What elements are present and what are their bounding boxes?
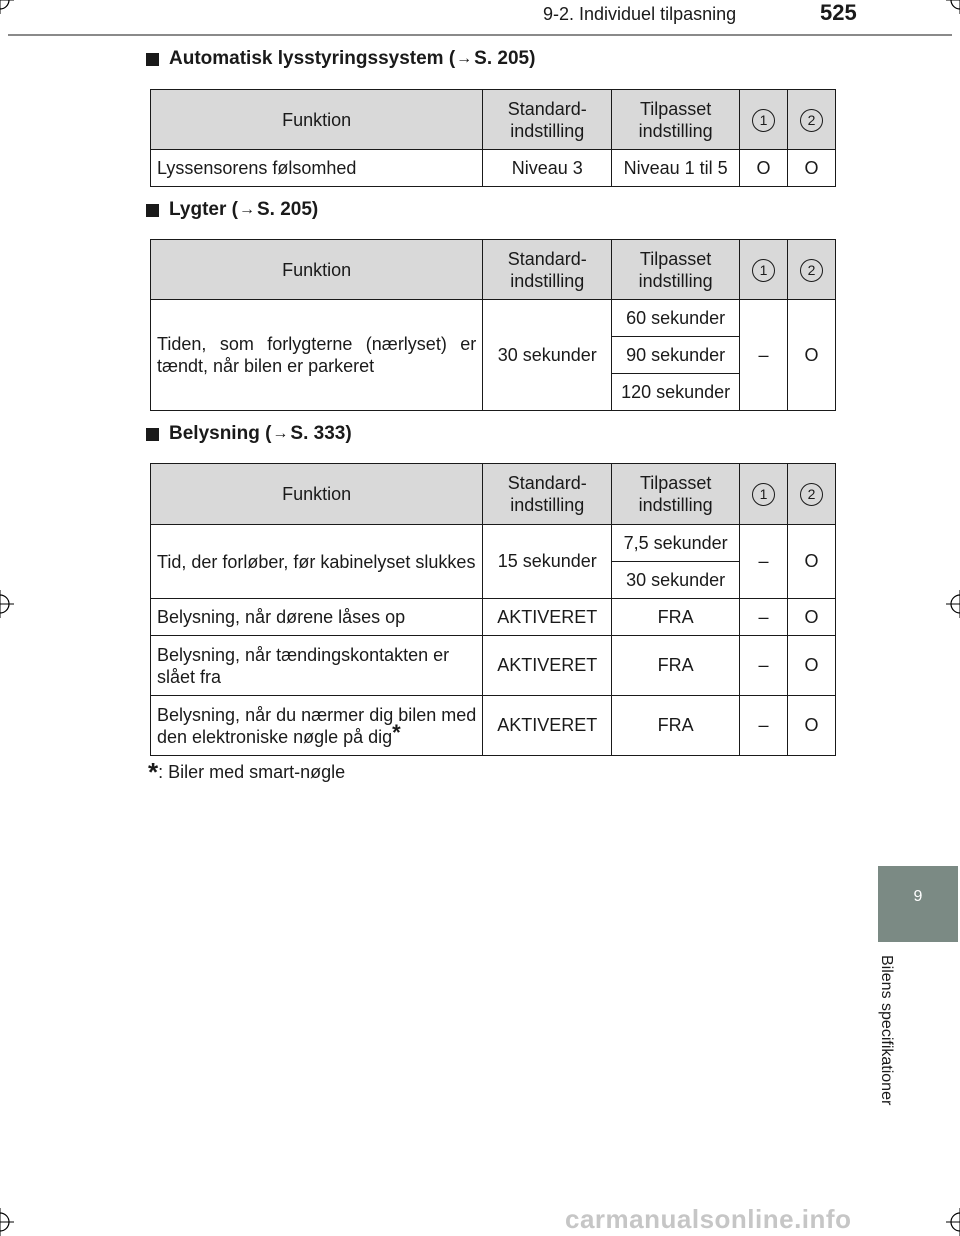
crop-mark-icon <box>946 1208 960 1236</box>
cell-standard: 30 sekunder <box>483 300 612 411</box>
cell-tilpasset: Niveau 1 til 5 <box>612 150 740 187</box>
page-reference-link[interactable]: S. 205) <box>256 199 319 220</box>
cell-standard: AKTIVERET <box>483 599 612 636</box>
cell-col2: O <box>788 636 836 696</box>
chapter-label <box>875 955 915 1135</box>
section-title-headlights <box>146 199 318 221</box>
cell-standard: AKTIVERET <box>483 696 612 756</box>
page-number: 525 <box>820 0 857 25</box>
cell-funktion: Lyssensorens følsomhed <box>151 150 483 187</box>
settings-table-headlights <box>150 239 836 411</box>
page-reference-link[interactable]: S. 205) <box>474 48 536 69</box>
cell-funktion: Belysning, når dørene låses op <box>151 599 483 636</box>
col-header-funktion: Funktion <box>151 240 483 300</box>
arrow-right-icon: → <box>456 50 473 67</box>
col-header-standard: Standard- indstilling <box>483 240 612 300</box>
crop-mark-icon <box>0 0 14 14</box>
cell-col2: O <box>788 300 836 411</box>
cell-tilpasset-option: 7,5 sekunder <box>612 525 740 562</box>
cell-funktion: Belysning, når tændingskontakten er slået fra <box>151 636 483 696</box>
cell-funktion-text: Belysning, når du nærmer dig bilen med den elektroniske nøgle på dig <box>157 704 477 747</box>
col-header-1 <box>740 90 788 150</box>
circled-number-icon: 2 <box>800 483 823 506</box>
cell-col1: – <box>740 525 788 599</box>
section-title-lighting <box>146 423 352 445</box>
cell-tilpasset: FRA <box>612 599 740 636</box>
cell-col1: – <box>740 300 788 411</box>
col-header-2 <box>788 90 836 150</box>
cell-col1: – <box>740 636 788 696</box>
circled-number-icon: 1 <box>752 259 775 282</box>
cell-standard: Niveau 3 <box>483 150 612 187</box>
section-title-text: Lygter ( <box>169 199 238 220</box>
settings-table-lighting <box>150 463 836 756</box>
crop-mark-icon <box>946 0 960 14</box>
col-header-standard: Standard- indstilling <box>483 464 612 525</box>
cell-col1: O <box>740 150 788 187</box>
cell-tilpasset-option: 120 sekunder <box>612 374 740 411</box>
cell-col2: O <box>788 696 836 756</box>
crop-mark-icon <box>0 590 14 618</box>
col-header-funktion: Funktion <box>151 464 483 525</box>
cell-col2: O <box>788 599 836 636</box>
section-title-automatic-light <box>146 48 535 70</box>
circled-number-icon: 1 <box>752 483 775 506</box>
col-header-1 <box>740 464 788 525</box>
crop-mark-icon <box>0 1208 14 1236</box>
col-header-tilpasset: Tilpasset indstilling <box>612 464 740 525</box>
footnote <box>148 757 346 787</box>
col-header-tilpasset: Tilpasset indstilling <box>612 90 740 150</box>
header-rule <box>8 34 952 36</box>
cell-col1: – <box>740 696 788 756</box>
cell-col2: O <box>788 150 836 187</box>
watermark: carmanualsonline.info <box>565 1204 852 1234</box>
chapter-tab[interactable]: 9 <box>878 866 958 942</box>
circled-number-icon: 2 <box>800 109 823 132</box>
page-reference-link[interactable]: S. 333) <box>290 423 352 444</box>
crop-mark-icon <box>946 590 960 618</box>
cell-funktion: Tid, der forløber, før kabinelyset slukkes <box>151 525 483 599</box>
chapter-label-text: Bilens specifikationer <box>878 955 895 1106</box>
arrow-right-icon: → <box>238 201 255 218</box>
cell-col1: – <box>740 599 788 636</box>
cell-funktion: Tiden, som forlygterne (nærlyset) er tændt, når bilen er parkeret <box>151 300 483 411</box>
cell-funktion <box>151 696 483 756</box>
col-header-standard: Standard- indstilling <box>483 90 612 150</box>
col-header-1 <box>740 240 788 300</box>
circled-number-icon: 2 <box>800 259 823 282</box>
cell-tilpasset: FRA <box>612 636 740 696</box>
section-title-text: Automatisk lysstyringssystem ( <box>169 48 456 69</box>
section-header: 9-2. Individuel tilpasning <box>543 4 737 24</box>
cell-tilpasset-option: 90 sekunder <box>612 337 740 374</box>
cell-standard: AKTIVERET <box>483 636 612 696</box>
square-bullet-icon <box>146 53 159 66</box>
circled-number-icon: 1 <box>752 109 775 132</box>
cell-tilpasset-option: 30 sekunder <box>612 562 740 599</box>
cell-tilpasset: FRA <box>612 696 740 756</box>
cell-col2: O <box>788 525 836 599</box>
footnote-text: : Biler med smart-nøgle <box>158 762 346 782</box>
square-bullet-icon <box>146 428 159 441</box>
col-header-tilpasset: Tilpasset indstilling <box>612 240 740 300</box>
footnote-mark: * <box>392 719 401 745</box>
settings-table-light-sensor <box>150 89 836 187</box>
footnote-mark: * <box>148 757 159 787</box>
square-bullet-icon <box>146 204 159 217</box>
col-header-funktion: Funktion <box>151 90 483 150</box>
cell-standard: 15 sekunder <box>483 525 612 599</box>
section-title-text: Belysning ( <box>169 423 272 444</box>
col-header-2 <box>788 464 836 525</box>
cell-tilpasset-option: 60 sekunder <box>612 300 740 337</box>
col-header-2 <box>788 240 836 300</box>
arrow-right-icon: → <box>272 425 289 442</box>
